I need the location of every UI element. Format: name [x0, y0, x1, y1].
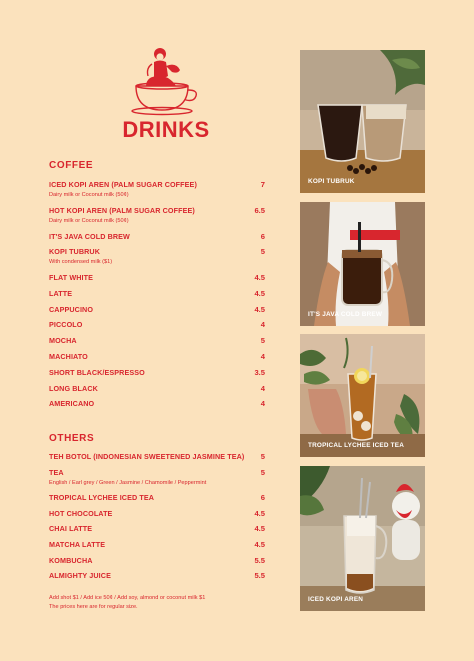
menu-item: [49, 180, 265, 198]
item-name: ALMIGHTY JUICE: [49, 571, 111, 580]
item-price: 6: [260, 493, 265, 502]
menu-item: [49, 524, 265, 533]
item-note: With condensed milk ($1): [49, 259, 113, 265]
item-price: 5.5: [254, 571, 265, 580]
item-name: CAPPUCINO: [49, 305, 94, 314]
item-price: 4.5: [254, 273, 265, 282]
item-name: TROPICAL LYCHEE ICED TEA: [49, 493, 155, 502]
photo-caption: TROPICAL LYCHEE ICED TEA: [308, 442, 405, 449]
logo-woman-in-cup-icon: [124, 44, 200, 116]
menu-item: [49, 336, 265, 345]
item-price: 4.5: [254, 524, 265, 533]
item-price: 5: [260, 452, 265, 461]
item-name: PICCOLO: [49, 320, 83, 329]
menu-item: [49, 571, 265, 580]
item-name: IT'S JAVA COLD BREW: [49, 232, 130, 241]
item-price: 6.5: [254, 206, 265, 215]
item-name: MATCHA LATTE: [49, 540, 106, 549]
cold-brew-jar-icon: [300, 202, 425, 326]
menu-item: [49, 273, 265, 282]
item-name: TEA: [49, 468, 64, 477]
item-name: TEH BOTOL (INDONESIAN SWEETENED JASMINE TEA): [49, 452, 245, 461]
item-name: MOCHA: [49, 336, 77, 345]
photo-cold-brew: [300, 202, 425, 326]
photo-kopi-tubruk: [300, 50, 425, 193]
item-price: 4.5: [254, 509, 265, 518]
item-price: 4: [260, 384, 265, 393]
item-price: 4.5: [254, 289, 265, 298]
item-name: KOMBUCHA: [49, 556, 93, 565]
item-name: AMERICANO: [49, 399, 95, 408]
item-price: 4.5: [254, 305, 265, 314]
item-name: CHAI LATTE: [49, 524, 93, 533]
item-price: 4.5: [254, 540, 265, 549]
menu-item: [49, 384, 265, 393]
menu-item: [49, 305, 265, 314]
item-price: 4: [260, 320, 265, 329]
menu-item: [49, 206, 265, 224]
item-name: LONG BLACK: [49, 384, 98, 393]
photo-caption: ICED KOPI AREN: [308, 596, 364, 603]
photo-caption: KOPI TUBRUK: [308, 178, 355, 185]
item-name: FLAT WHITE: [49, 273, 93, 282]
item-price: 4: [260, 352, 265, 361]
item-name: HOT CHOCOLATE: [49, 509, 113, 518]
menu-item: [49, 289, 265, 298]
photo-iced-kopi-aren: [300, 466, 425, 611]
item-price: 5.5: [254, 556, 265, 565]
menu-item: [49, 352, 265, 361]
menu-item: [49, 493, 265, 502]
item-name: MACHIATO: [49, 352, 88, 361]
item-name: LATTE: [49, 289, 73, 298]
item-note: Dairy milk or Coconut milk (50¢): [49, 192, 129, 198]
item-name: HOT KOPI AREN (PALM SUGAR COFFEE): [49, 206, 195, 215]
photo-caption: IT'S JAVA COLD BREW: [308, 311, 383, 318]
footnote-addons: Add shot $1 / Add ice 50¢ / Add soy, almond or coconut milk $1: [49, 595, 206, 601]
menu-item: [49, 452, 265, 461]
lychee-iced-tea-icon: [300, 334, 425, 457]
menu-item: [49, 399, 265, 408]
item-price: 5: [260, 247, 265, 256]
item-name: ICED KOPI AREN (PALM SUGAR COFFEE): [49, 180, 197, 189]
item-name: SHORT BLACK/ESPRESSO: [49, 368, 145, 377]
menu-item: [49, 368, 265, 377]
menu-item: [49, 509, 265, 518]
item-price: 6: [260, 232, 265, 241]
others-section-title: OTHERS: [49, 433, 95, 444]
item-price: 5: [260, 336, 265, 345]
item-price: 5: [260, 468, 265, 477]
footnote: [49, 594, 279, 612]
iced-latte-icon: [300, 466, 425, 611]
item-note: English / Earl grey / Green / Jasmine / Chamomile / Peppermint: [49, 480, 207, 486]
item-note: Dairy milk or Coconut milk (50¢): [49, 218, 129, 224]
page-title: DRINKS: [122, 117, 210, 142]
menu-item: [49, 468, 265, 486]
item-price: 7: [260, 180, 265, 189]
menu-item: [49, 232, 265, 241]
menu-item: [49, 540, 265, 549]
coffee-glasses-icon: [300, 50, 425, 193]
menu-item: [49, 320, 265, 329]
menu-item: [49, 247, 265, 265]
footnote-size: The prices here are for regular size.: [49, 604, 138, 610]
item-name: KOPI TUBRUK: [49, 247, 101, 256]
item-price: 4: [260, 399, 265, 408]
photo-lychee-tea: [300, 334, 425, 457]
coffee-section-title: COFFEE: [49, 160, 94, 171]
item-price: 3.5: [254, 368, 265, 377]
menu-item: [49, 556, 265, 565]
